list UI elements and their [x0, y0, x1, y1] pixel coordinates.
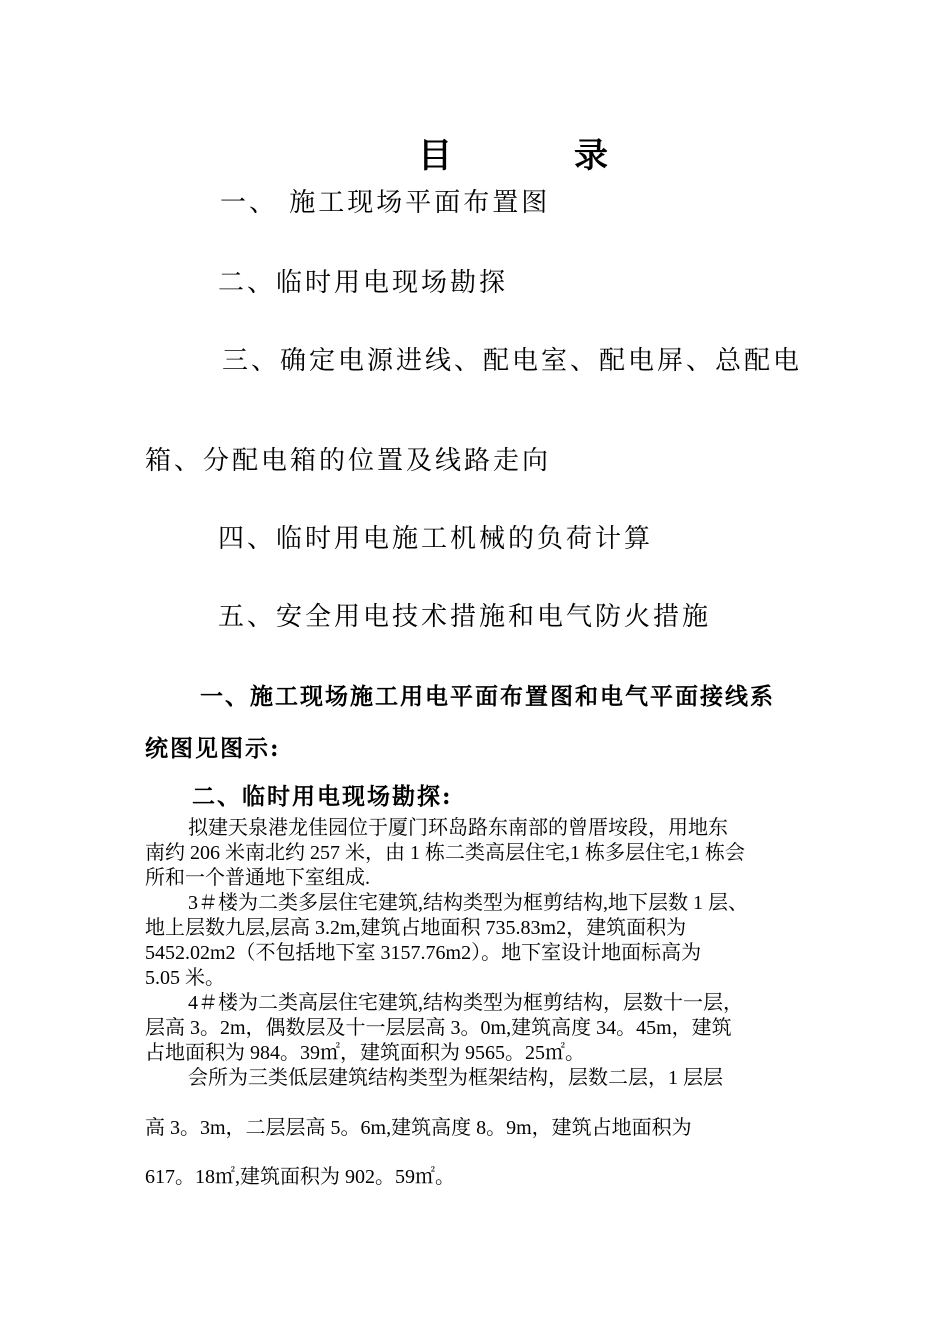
- paragraph-1-line-1: 拟建天泉港龙佳园位于厦门环岛路东南部的曾厝垵段，用地东: [188, 817, 728, 839]
- toc-title: 目 录: [418, 136, 652, 176]
- paragraph-2-line-4: 5.05 米。: [145, 967, 225, 989]
- section-2-heading: 二、临时用电现场勘探:: [192, 783, 453, 810]
- toc-item-1: 一、 施工现场平面布置图: [220, 188, 551, 218]
- paragraph-1-line-2: 南约 206 米南北约 257 米，由 1 栋二类高层住宅,1 栋多层住宅,1 栋会: [145, 842, 745, 864]
- paragraph-2-line-2: 地上层数九层,层高 3.2m,建筑占地面积 735.83m2，建筑面积为: [145, 917, 687, 939]
- paragraph-3-line-2: 层高 3。2m，偶数层及十一层层高 3。0m,建筑高度 34。45m，建筑: [145, 1017, 732, 1039]
- paragraph-3-line-1: 4＃楼为二类高层住宅建筑,结构类型为框剪结构，层数十一层，: [188, 992, 743, 1014]
- toc-item-2: 二、临时用电现场勘探: [218, 268, 509, 298]
- toc-item-4: 四、临时用电施工机械的负荷计算: [218, 524, 654, 554]
- section-1-heading-line-1: 一、施工现场施工用电平面布置图和电气平面接线系: [200, 683, 775, 710]
- toc-item-3-line-2: 箱、分配电箱的位置及线路走向: [145, 446, 552, 476]
- paragraph-4-line-3: 617。18㎡,建筑面积为 902。59㎡。: [145, 1166, 455, 1188]
- paragraph-1-line-3: 所和一个普通地下室组成.: [145, 867, 370, 889]
- paragraph-4-line-1: 会所为三类低层建筑结构类型为框架结构，层数二层，1 层层: [188, 1067, 723, 1089]
- paragraph-2-line-1: 3＃楼为二类多层住宅建筑,结构类型为框剪结构,地下层数 1 层、: [188, 892, 748, 914]
- paragraph-2-line-3: 5452.02m2（不包括地下室 3157.76m2）。地下室设计地面标高为: [145, 942, 702, 964]
- paragraph-4-line-2: 高 3。3m，二层层高 5。6m,建筑高度 8。9m，建筑占地面积为: [145, 1117, 692, 1139]
- toc-item-5: 五、安全用电技术措施和电气防火措施: [218, 602, 712, 632]
- toc-item-3-line-1: 三、确定电源进线、配电室、配电屏、总配电: [222, 346, 803, 376]
- section-1-heading-line-2: 统图见图示:: [145, 735, 281, 762]
- paragraph-3-line-3: 占地面积为 984。39㎡，建筑面积为 9565。25㎡。: [145, 1042, 585, 1064]
